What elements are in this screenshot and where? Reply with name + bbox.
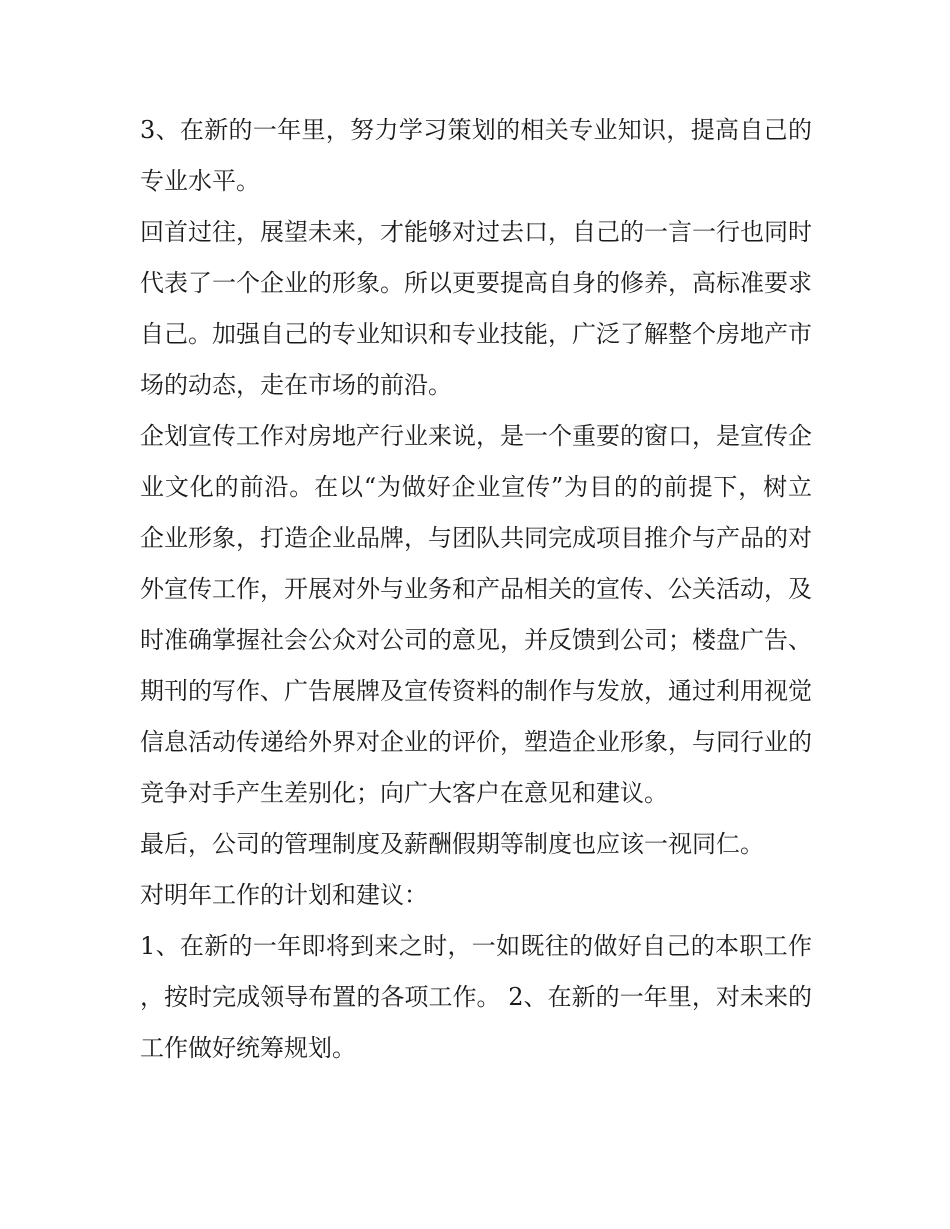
paragraph-review-outlook: 回首过往，展望未来，才能够对过去口，自己的一言一行也同时代表了一个企业的形象。所以更要提高自身的修养，高标准要求自己。加强自己的专业知识和专业技能，广泛了解整个房地产市场的动态，走在市场的前沿。 — [140, 218, 812, 399]
paragraph-management-system: 最后，公司的管理制度及薪酬假期等制度也应该一视同仁。 — [140, 830, 764, 858]
document-body — [140, 105, 812, 1074]
paragraph-plan-items: 1、在新的一年即将到来之时，一如既往的做好自己的本职工作，按时完成领导布置的各项工作。 2、在新的一年里，对未来的工作做好统筹规划。 — [140, 932, 812, 1062]
paragraph-publicity-work: 企划宣传工作对房地产行业来说，是一个重要的窗口，是宣传企业文化的前沿。在以“为做好企业宣传”为目的的前提下，树立企业形象，打造企业品牌，与团队共同完成项目推介与产品的对外宣传工作，开展对外与业务和产品相关的宣传、公关活动，及时准确掌握社会公众对公司的意见，并反馈到公司；楼盘广告、期刊的写作、广告展牌及宣传资料的制作与发放，通过利用视觉信息活动传递给外界对企业的评价，塑造企业形象，与同行业的竞争对手产生差别化；向广大客户在意见和建议。 — [140, 422, 812, 807]
paragraph-strategy-study: 3、在新的一年里，努力学习策划的相关专业知识，提高自己的专业水平。 — [140, 116, 812, 195]
paragraph-plan-heading: 对明年工作的计划和建议： — [140, 881, 428, 909]
